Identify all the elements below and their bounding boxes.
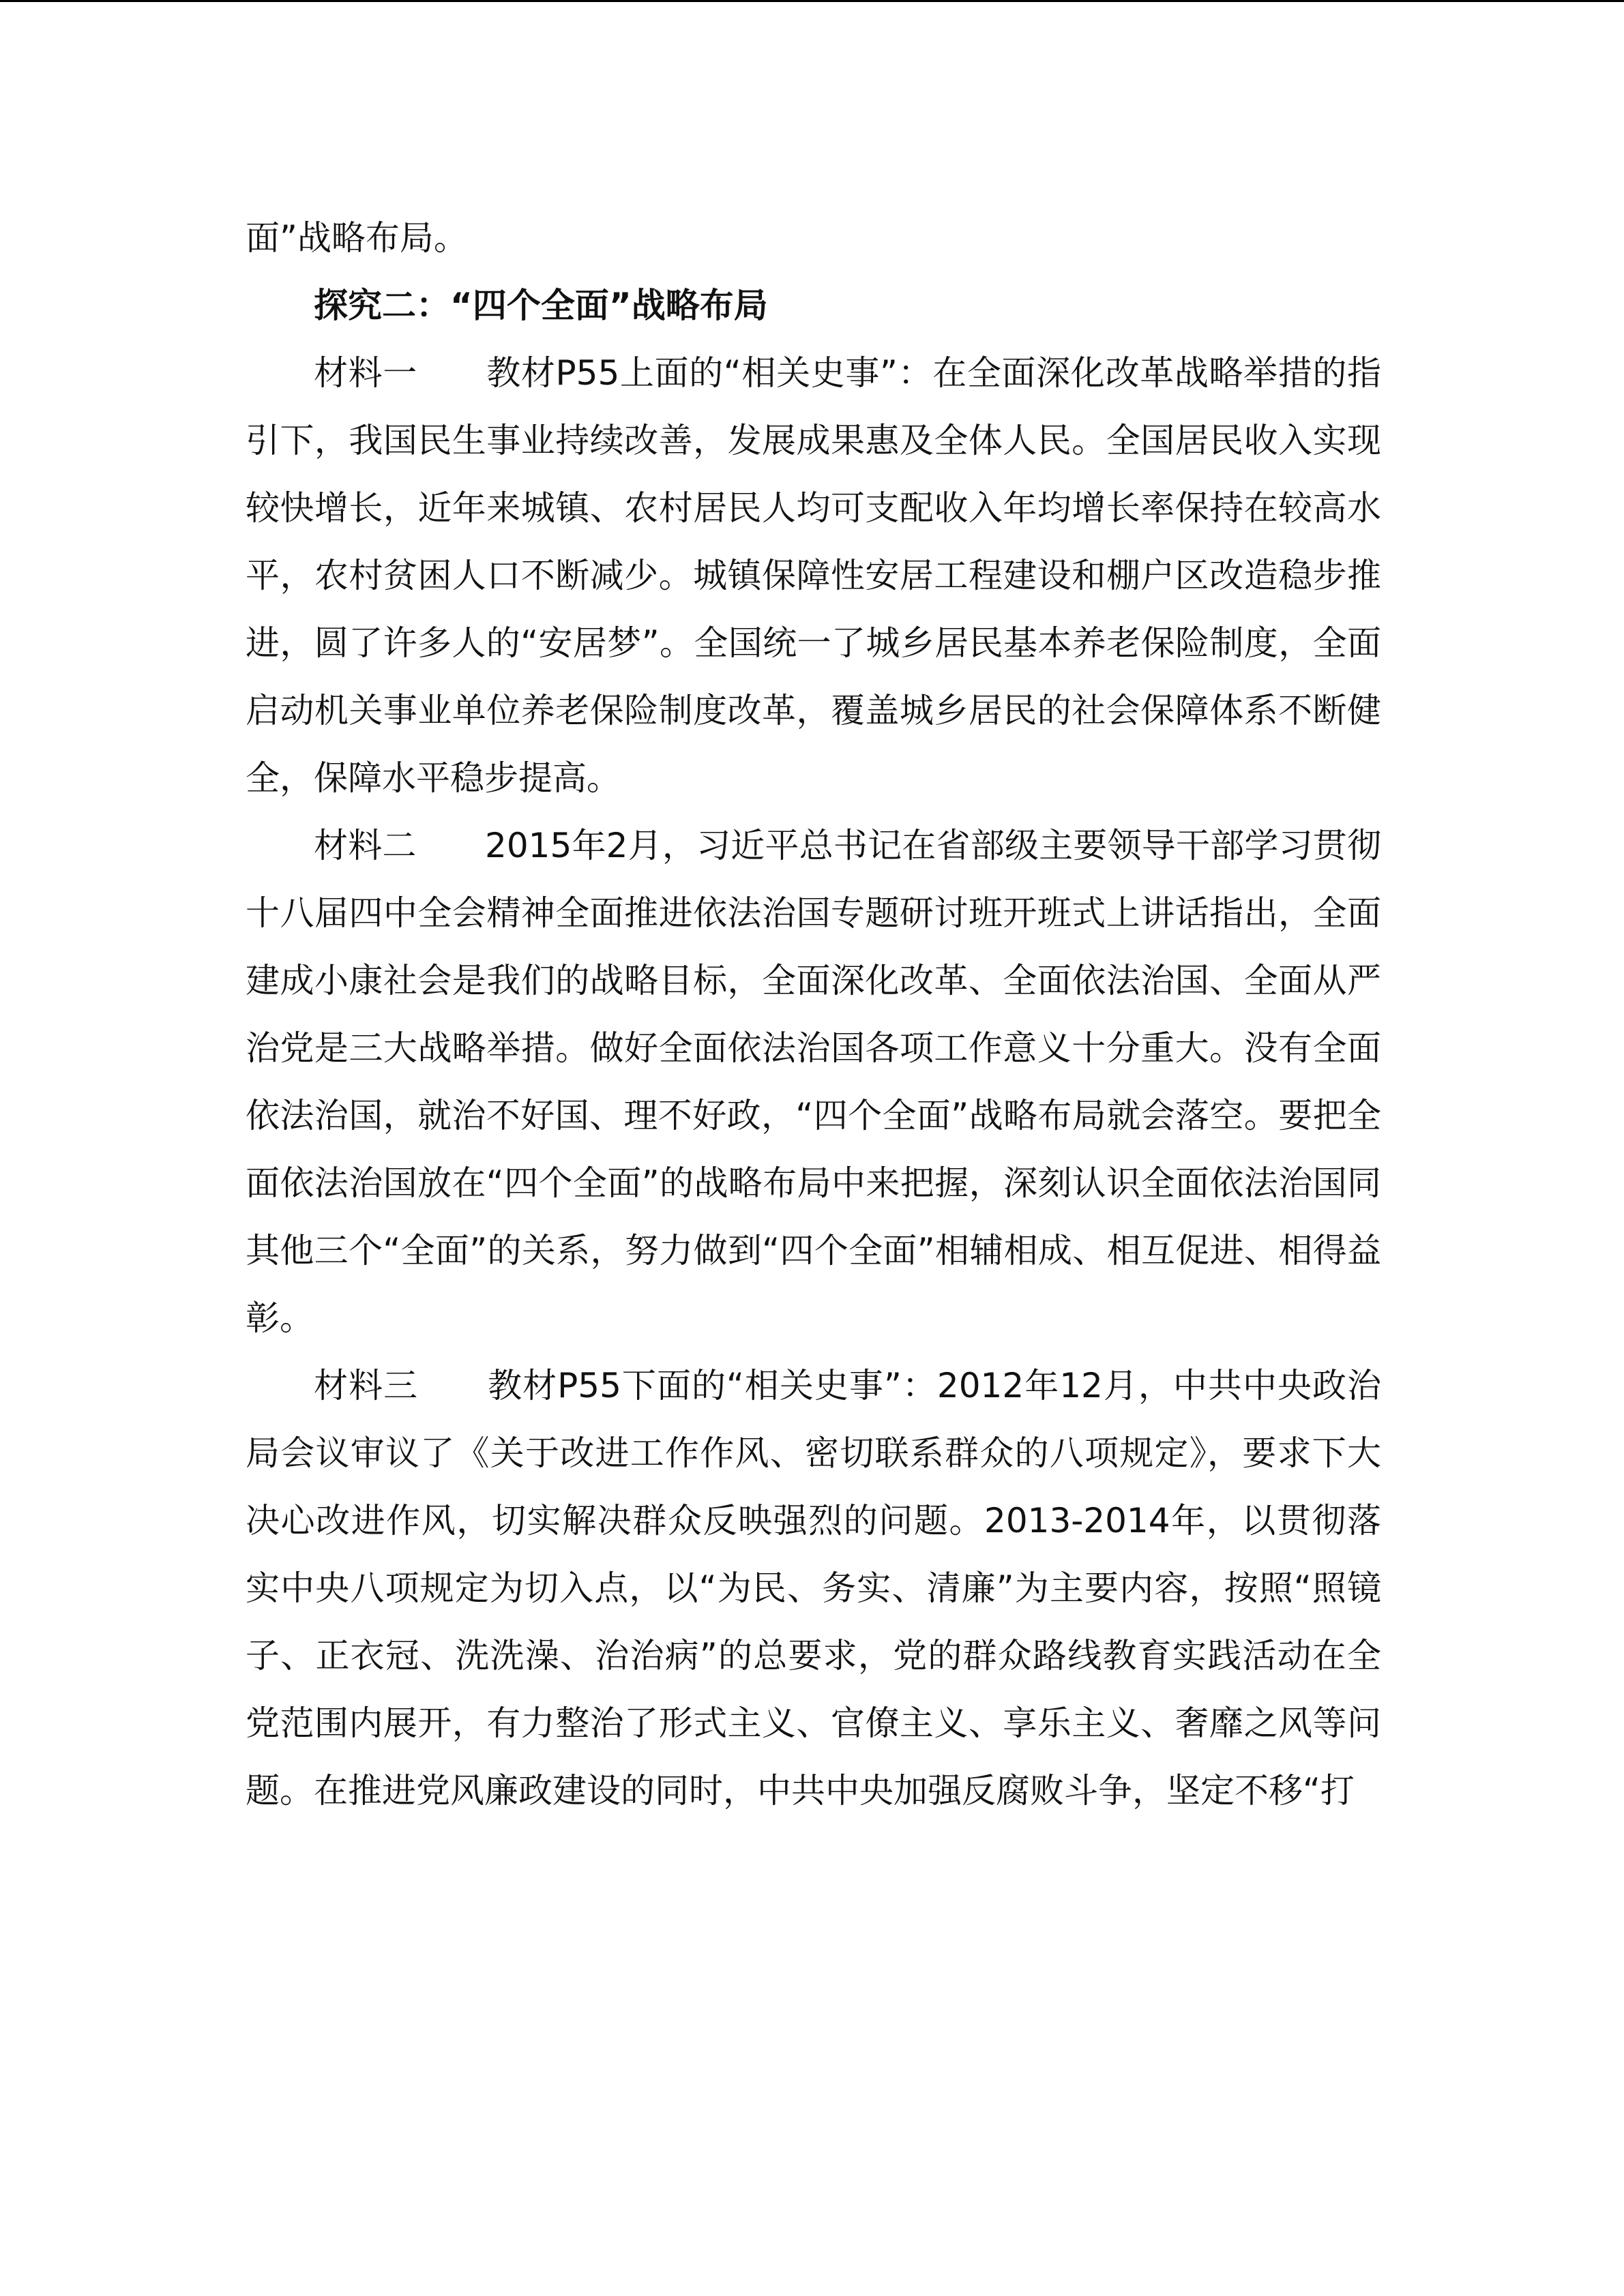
page-top-border	[0, 0, 1624, 2]
document-body	[246, 205, 1381, 1825]
continuation-line: 面”战略布局。	[246, 218, 468, 258]
paragraph-material-3: 材料三 教材P55下面的“相关史事”：2012年12月，中共中央政治局会议审议了《关于改进工作作风、密切联系群众的八项规定》，要求下大决心改进作风，切实解决群众反映强烈的问题。2013-2014年，以贯彻落实中央八项规定为切入点，以“为民、务实、清廉”为主要内容，按照“照镜子、正衣冠、洗洗澡、治治病”的总要求，党的群众路线教育实践活动在全党范围内展开，有力整治了形式主义、官僚主义、享乐主义、奢靡之风等问题。在推进党风廉政建设的同时，中共中央加强反腐败斗争，坚定不移“打	[246, 1366, 1381, 1810]
paragraph-material-2: 材料二 2015年2月，习近平总书记在省部级主要领导干部学习贯彻十八届四中全会精神全面推进依法治国专题研讨班开班式上讲话指出，全面建成小康社会是我们的战略目标，全面深化改革、全面依法治国、全面从严治党是三大战略举措。做好全面依法治国各项工作意义十分重大。没有全面依法治国，就治不好国、理不好政，“四个全面”战略布局就会落空。要把全面依法治国放在“四个全面”的战略布局中来把握，深刻认识全面依法治国同其他三个“全面”的关系，努力做到“四个全面”相辅相成、相互促进、相得益彰。	[246, 826, 1381, 1338]
section-heading: 探究二：“四个全面”战略布局	[314, 286, 768, 325]
paragraph-material-1: 材料一 教材P55上面的“相关史事”：在全面深化改革战略举措的指引下，我国民生事业持续改善，发展成果惠及全体人民。全国居民收入实现较快增长，近年来城镇、农村居民人均可支配收入年均增长率保持在较高水平，农村贫困人口不断减少。城镇保障性安居工程建设和棚户区改造稳步推进，圆了许多人的“安居梦”。全国统一了城乡居民基本养老保险制度，全面启动机关事业单位养老保险制度改革，覆盖城乡居民的社会保障体系不断健全，保障水平稳步提高。	[246, 353, 1381, 798]
